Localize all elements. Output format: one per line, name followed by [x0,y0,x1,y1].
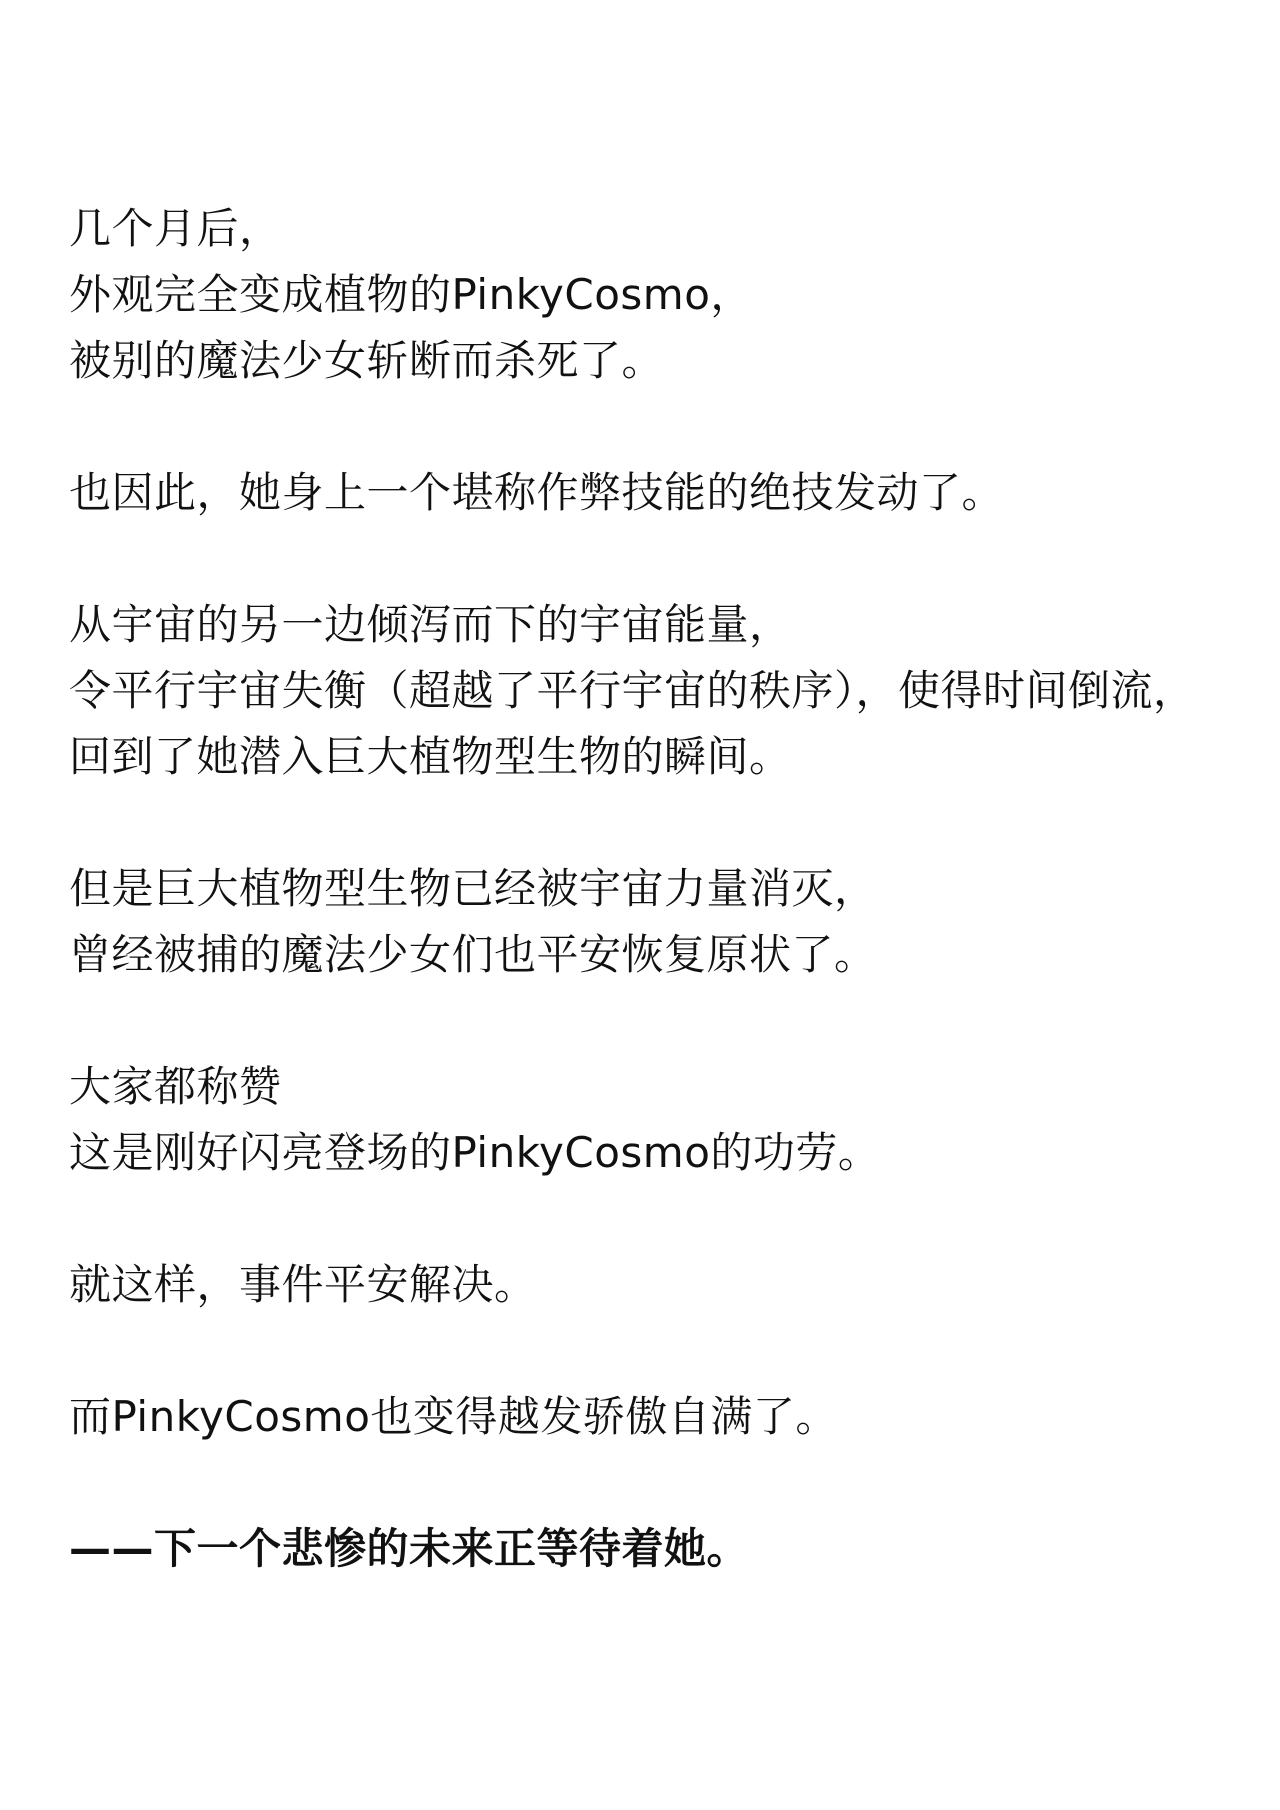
paragraph-5 [69,1054,1249,1186]
paragraph-6 [69,1252,1249,1318]
text-line: 就这样，事件平安解决。 [69,1260,537,1309]
text-line: 也因此，她身上一个堪称作弊技能的绝技发动了。 [69,468,1005,517]
paragraph-2 [69,460,1249,526]
text-line: 回到了她潜入巨大植物型生物的瞬间。 [69,732,792,781]
text-line: 外观完全变成植物的PinkyCosmo， [69,270,753,319]
paragraph-4 [69,856,1249,988]
text-line: 令平行宇宙失衡（超越了平行宇宙的秩序），使得时间倒流， [69,666,1196,715]
text-line: 从宇宙的另一边倾泻而下的宇宙能量， [69,600,792,649]
text-line: 大家都称赞 [69,1062,282,1111]
text-line: 曾经被捕的魔法少女们也平安恢复原状了。 [69,930,877,979]
text-line: 而PinkyCosmo也变得越发骄傲自满了。 [69,1392,838,1441]
text-line: 几个月后， [69,204,282,253]
text-line: 被别的魔法少女斩断而杀死了。 [69,336,665,385]
text-line: ——下一个悲惨的未来正等待着她。 [69,1524,750,1573]
text-line: 这是刚好闪亮登场的PinkyCosmo的功劳。 [69,1128,881,1177]
paragraph-7 [69,1384,1249,1450]
paragraph-1 [69,196,1249,394]
story-text [69,196,1249,1648]
closing-line [69,1516,1249,1582]
text-line: 但是巨大植物型生物已经被宇宙力量消灭， [69,864,877,913]
paragraph-3 [69,592,1249,790]
